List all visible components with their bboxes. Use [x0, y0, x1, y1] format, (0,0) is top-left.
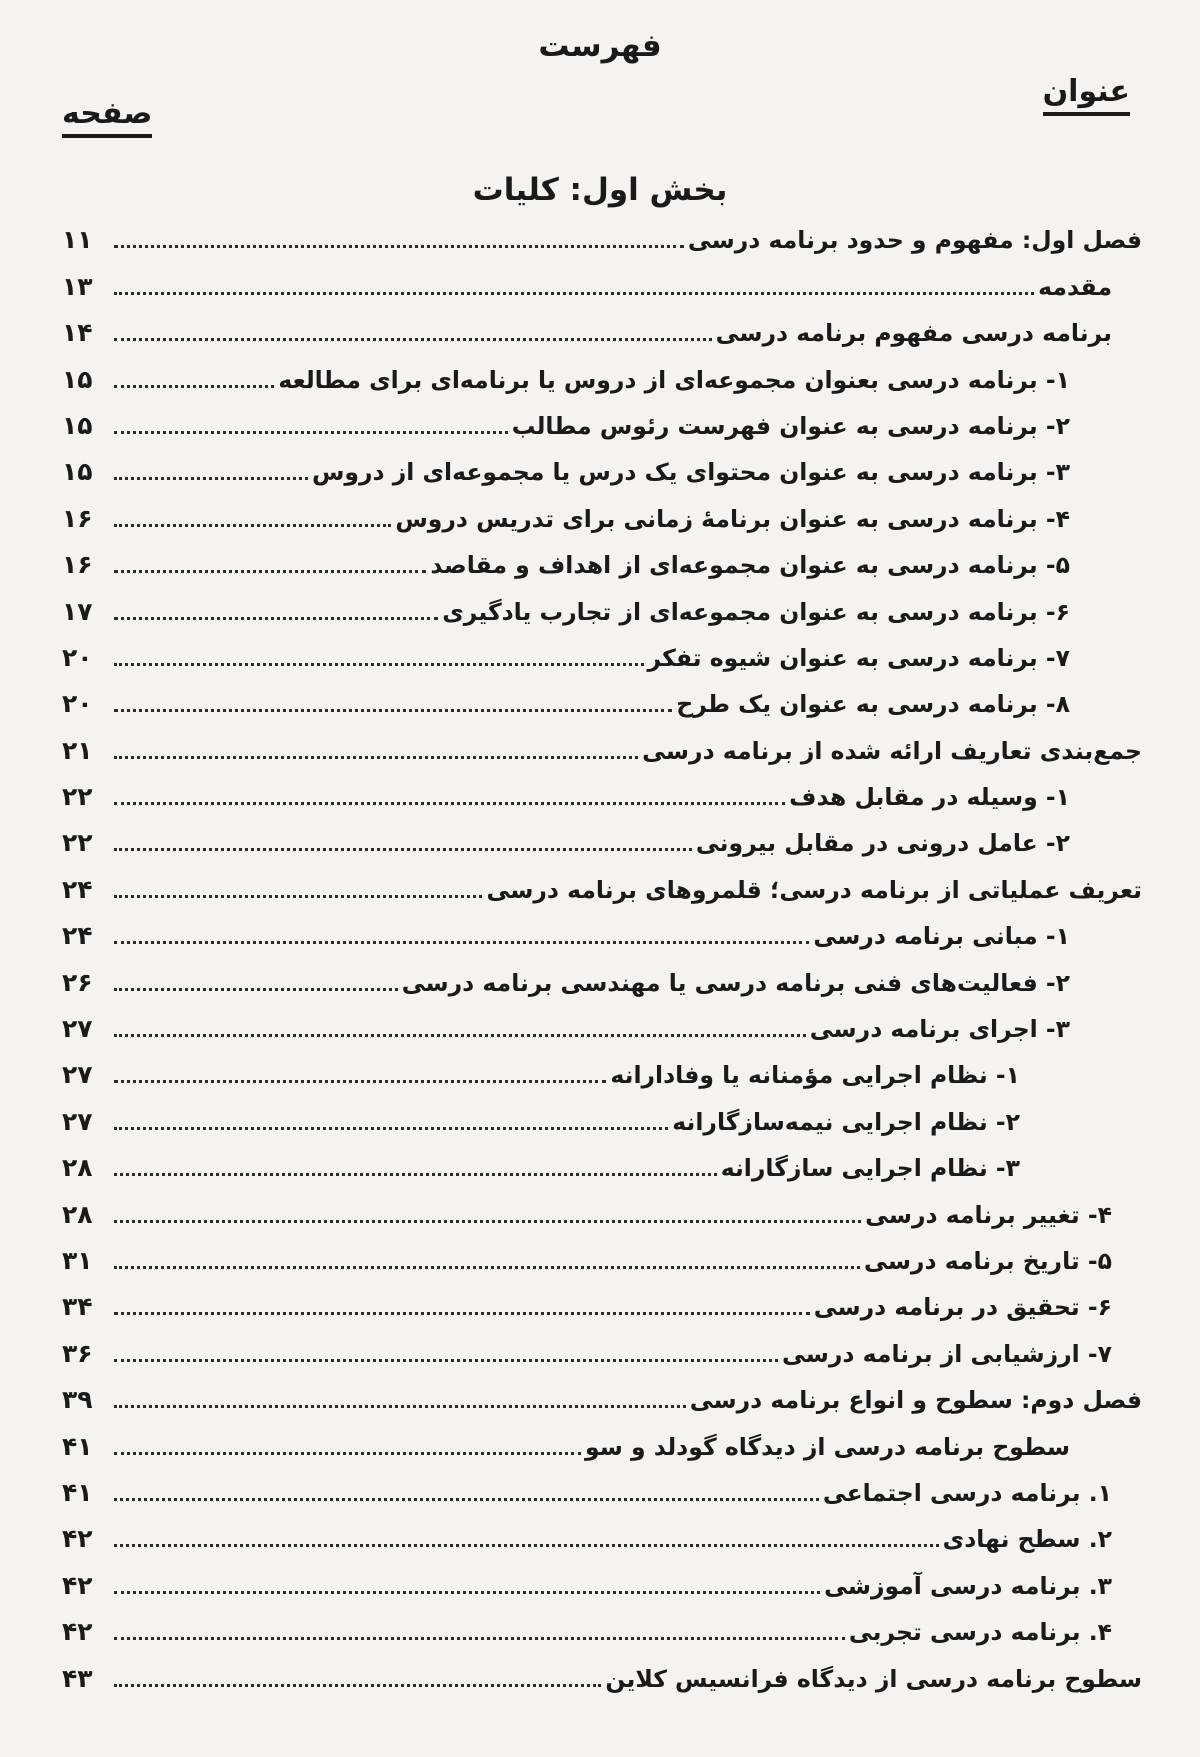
toc-entry-title: ۴- برنامه درسی به عنوان برنامهٔ زمانی برای تدریس دروس — [395, 504, 1070, 533]
toc-entry — [62, 956, 1142, 1002]
toc-entry — [62, 353, 1142, 399]
toc-entry-title: ۵- تاریخ برنامه درسی — [864, 1246, 1112, 1275]
toc-entry-title: ۶- تحقیق در برنامه درسی — [813, 1293, 1112, 1322]
toc-entry-page: ۳۱ — [62, 1245, 93, 1275]
toc-entry — [62, 863, 1142, 909]
toc-entry-title: ۳- برنامه درسی به عنوان محتوای یک درس یا مجموعه‌ای از دروس — [311, 458, 1070, 487]
dot-leader — [114, 245, 684, 248]
toc-entry-page: ۲۰ — [62, 689, 93, 719]
toc-entry-title: ۴. برنامه درسی تجربی — [848, 1618, 1112, 1647]
dot-leader — [114, 1684, 601, 1687]
dot-leader — [114, 709, 672, 712]
toc-entry-title: ۱- نظام اجرایی مؤمنانه یا وفادارانه — [610, 1061, 1020, 1090]
page-title: فهرست — [538, 28, 662, 64]
toc-entry-page: ۳۴ — [62, 1292, 93, 1322]
toc-entry-title: فصل دوم: سطوح و انواع برنامه درسی — [689, 1386, 1142, 1415]
dot-leader — [114, 1359, 778, 1362]
toc-entry-page: ۲۷ — [62, 1060, 93, 1090]
dot-leader — [114, 848, 692, 851]
dot-leader — [114, 1080, 606, 1083]
toc-entry-page: ۲۷ — [62, 1014, 93, 1044]
dot-leader — [114, 988, 398, 991]
toc-entry — [62, 1281, 1142, 1327]
toc-entry-title: ۱. برنامه درسی اجتماعی — [822, 1478, 1112, 1507]
toc-entry — [62, 678, 1142, 724]
toc-entry-page: ۲۴ — [62, 921, 93, 951]
toc-entry — [62, 260, 1142, 306]
toc-entry-title: ۳- نظام اجرایی سازگارانه — [720, 1154, 1020, 1183]
dot-leader — [114, 756, 638, 759]
toc-entry-page: ۲۸ — [62, 1153, 93, 1183]
toc-entry — [62, 400, 1142, 446]
toc-entry-title: سطوح برنامه درسی از دیدگاه فرانسیس کلاین — [605, 1664, 1142, 1693]
dot-leader — [114, 1034, 806, 1037]
dot-leader — [114, 524, 391, 527]
toc-entry — [62, 585, 1142, 631]
toc-entry — [62, 632, 1142, 678]
toc-entry-page: ۱۵ — [62, 364, 93, 394]
toc-entry — [62, 214, 1142, 260]
dot-leader — [114, 385, 274, 388]
toc-entry-page: ۲۲ — [62, 828, 93, 858]
dot-leader — [114, 663, 644, 666]
dot-leader — [114, 338, 712, 341]
toc-entry — [62, 1606, 1142, 1652]
toc-entry-page: ۳۶ — [62, 1338, 93, 1368]
toc-entry-title: ۲- برنامه درسی به عنوان فهرست رئوس مطالب — [511, 411, 1070, 440]
toc-entry-page: ۲۲ — [62, 782, 93, 812]
dot-leader — [114, 1405, 686, 1408]
toc-entry — [62, 1559, 1142, 1605]
toc-entry-title: ۲- نظام اجرایی نیمه‌سازگارانه — [672, 1107, 1020, 1136]
toc-entry-page: ۱۵ — [62, 457, 93, 487]
dot-leader — [114, 1637, 845, 1640]
toc-entry-title: ۳. برنامه درسی آموزشی — [824, 1571, 1112, 1600]
dot-leader — [114, 1312, 810, 1315]
toc-entry — [62, 1327, 1142, 1373]
toc-entry-title: ۱- وسیله در مقابل هدف — [789, 783, 1070, 812]
toc-entry-title: ۱- مبانی برنامه درسی — [813, 922, 1070, 951]
dot-leader — [114, 1127, 668, 1130]
dot-leader — [114, 802, 785, 805]
toc-entry-title: ۸- برنامه درسی به عنوان یک طرح — [676, 690, 1070, 719]
toc-entry-title: جمع‌بندی تعاریف ارائه شده از برنامه درسی — [642, 736, 1142, 765]
dot-leader — [114, 477, 308, 480]
dot-leader — [114, 1498, 819, 1501]
section-heading: بخش اول: کلیات — [472, 172, 728, 208]
toc-entry — [62, 539, 1142, 585]
toc-entry-title: مقدمه — [1038, 272, 1112, 301]
toc-entry — [62, 724, 1142, 770]
dot-leader — [114, 570, 426, 573]
toc-entry — [62, 1374, 1142, 1420]
toc-entry-page: ۲۶ — [62, 967, 93, 997]
toc-entry-title: ۷- برنامه درسی به عنوان شیوه تفکر — [647, 643, 1070, 672]
toc-entry-title: فصل اول: مفهوم و حدود برنامه درسی — [687, 226, 1142, 255]
toc-entry — [62, 1142, 1142, 1188]
toc-entry — [62, 1235, 1142, 1281]
toc-entry-title: ۵- برنامه درسی به عنوان مجموعه‌ای از اهداف و مقاصد — [430, 551, 1070, 580]
toc-entry-page: ۱۱ — [62, 225, 93, 255]
toc-entry — [62, 446, 1142, 492]
toc-entry — [62, 307, 1142, 353]
toc-entry-title: ۲. سطح نهادی — [942, 1525, 1112, 1554]
toc-entry-page: ۱۶ — [62, 550, 93, 580]
toc-entry — [62, 1003, 1142, 1049]
toc-entry — [62, 1188, 1142, 1234]
dot-leader — [114, 1173, 717, 1176]
toc-entry — [62, 1095, 1142, 1141]
dot-leader — [114, 431, 508, 434]
toc-entry-title: برنامه درسی مفهوم برنامه درسی — [715, 319, 1112, 348]
toc-entry-page: ۴۲ — [62, 1570, 93, 1600]
column-header-page: صفحه — [62, 96, 152, 138]
toc-entry-page: ۴۲ — [62, 1524, 93, 1554]
toc-entry-title: ۳- اجرای برنامه درسی — [809, 1015, 1070, 1044]
toc-entry-page: ۲۱ — [62, 735, 93, 765]
toc-entry-title: ۶- برنامه درسی به عنوان مجموعه‌ای از تجارب یادگیری — [442, 597, 1070, 626]
dot-leader — [114, 292, 1034, 295]
toc-entry-title: ۴- تغییر برنامه درسی — [865, 1200, 1112, 1229]
toc-entry-title: سطوح برنامه درسی از دیدگاه گودلد و سو — [584, 1432, 1070, 1461]
toc-entry — [62, 1652, 1142, 1698]
dot-leader — [114, 1544, 939, 1547]
toc-entry — [62, 1049, 1142, 1095]
column-header-title: عنوان — [1043, 74, 1130, 116]
toc-entry-page: ۱۴ — [62, 318, 93, 348]
toc-entry-title: ۲- عامل درونی در مقابل بیرونی — [695, 829, 1070, 858]
dot-leader — [114, 1591, 820, 1594]
toc-entry — [62, 771, 1142, 817]
toc-list — [62, 214, 1142, 1699]
toc-entry-title: ۲- فعالیت‌های فنی برنامه درسی یا مهندسی برنامه درسی — [401, 968, 1070, 997]
toc-entry — [62, 1420, 1142, 1466]
toc-entry-page: ۲۰ — [62, 642, 93, 672]
dot-leader — [114, 1220, 861, 1223]
toc-entry — [62, 910, 1142, 956]
toc-entry — [62, 492, 1142, 538]
dot-leader — [114, 1266, 860, 1269]
dot-leader — [114, 617, 438, 620]
dot-leader — [114, 895, 482, 898]
toc-entry-page: ۲۸ — [62, 1199, 93, 1229]
dot-leader — [114, 1452, 581, 1455]
toc-entry-page: ۱۵ — [62, 410, 93, 440]
toc-entry-page: ۴۱ — [62, 1477, 93, 1507]
toc-entry — [62, 1513, 1142, 1559]
toc-entry-page: ۴۲ — [62, 1617, 93, 1647]
toc-entry-title: تعریف عملیاتی از برنامه درسی؛ قلمروهای برنامه درسی — [486, 875, 1142, 904]
dot-leader — [114, 941, 809, 944]
toc-entry — [62, 817, 1142, 863]
toc-entry-page: ۱۷ — [62, 596, 93, 626]
toc-entry — [62, 1467, 1142, 1513]
toc-entry-page: ۲۴ — [62, 874, 93, 904]
toc-entry-page: ۳۹ — [62, 1385, 93, 1415]
toc-entry-page: ۲۷ — [62, 1106, 93, 1136]
toc-entry-page: ۴۳ — [62, 1663, 93, 1693]
toc-entry-page: ۱۶ — [62, 503, 93, 533]
toc-entry-title: ۱- برنامه درسی بعنوان مجموعه‌ای از دروس یا برنامه‌ای برای مطالعه — [278, 365, 1070, 394]
toc-entry-title: ۷- ارزشیابی از برنامه درسی — [781, 1339, 1112, 1368]
toc-entry-page: ۴۱ — [62, 1431, 93, 1461]
toc-entry-page: ۱۳ — [62, 271, 93, 301]
